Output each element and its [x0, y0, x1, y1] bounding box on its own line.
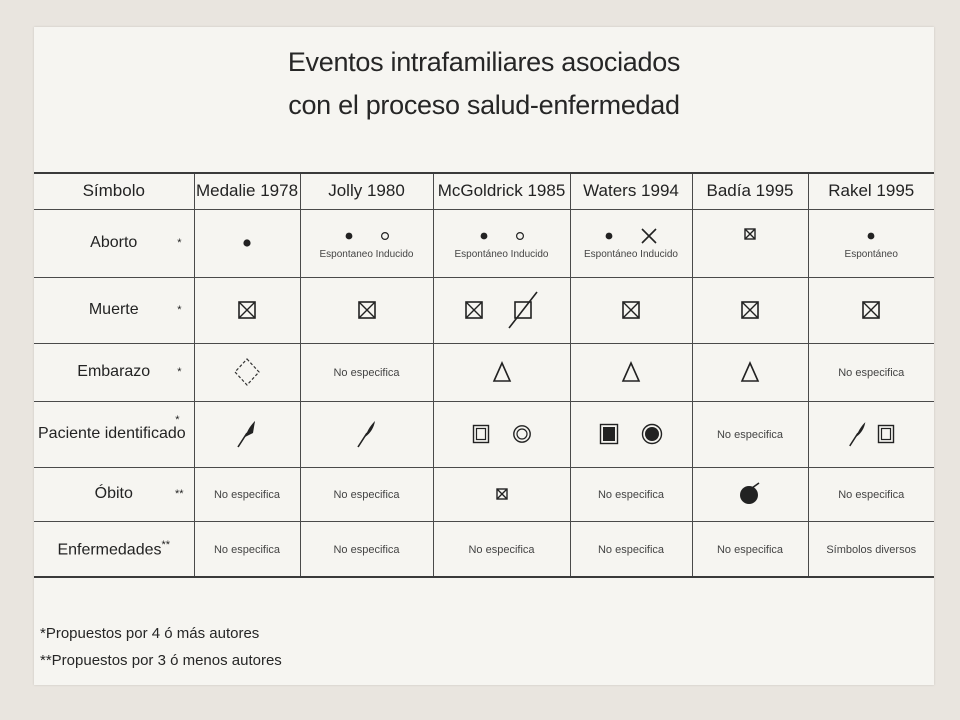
- cell-enfermedades-mcgoldrick: [433, 521, 570, 577]
- simbolos-diversos-text: Símbolos diversos: [826, 543, 917, 556]
- arrow-pointer-icon: [235, 419, 259, 449]
- no-especifica-text: No especifica: [468, 543, 535, 556]
- cell-paciente-medalie: [194, 401, 300, 467]
- no-especifica-text: No especifica: [716, 543, 784, 556]
- table-row-embarazo: [34, 343, 934, 401]
- double-square-icon: [472, 424, 490, 444]
- cell-aborto-rakel: [808, 209, 934, 277]
- no-especifica-text: No especifica: [333, 367, 400, 379]
- crossed-square-icon: [237, 300, 257, 320]
- cell-obito-waters: [570, 467, 692, 521]
- cell-embarazo-mcgoldrick: [433, 343, 570, 401]
- footnote-1: *Propuestos por 4 ó más autores: [40, 625, 260, 642]
- row-label-obito: [34, 467, 194, 521]
- header-waters: Waters 1994: [570, 173, 692, 209]
- row-mark: **: [174, 488, 184, 500]
- table-row-enfermedades: [34, 521, 934, 577]
- cell-embarazo-waters: [570, 343, 692, 401]
- no-especifica-text: No especifica: [597, 489, 665, 501]
- no-especifica-text: No especifica: [213, 543, 281, 556]
- arrow-pointer-icon: [847, 420, 869, 448]
- no-especifica-text: No especifica: [333, 489, 400, 501]
- no-especifica-text: No especifica: [597, 543, 665, 556]
- filled-dot-icon: [242, 238, 252, 248]
- cell-aborto-jolly: [300, 209, 433, 277]
- x-cross-icon: [640, 227, 658, 245]
- cell-paciente-badia: [692, 401, 808, 467]
- small-crossed-square-icon: [744, 228, 756, 240]
- row-label-muerte: [34, 277, 194, 343]
- cell-obito-mcgoldrick: [433, 467, 570, 521]
- filled-blob-icon: [738, 482, 762, 506]
- filled-dot-icon: [344, 231, 354, 241]
- table-row-muerte: [34, 277, 934, 343]
- cell-enfermedades-medalie: [194, 521, 300, 577]
- no-especifica-text: No especifica: [716, 429, 784, 441]
- open-circle-icon: [380, 231, 390, 241]
- header-badia: Badía 1995: [692, 173, 808, 209]
- row-mark: *: [177, 366, 182, 378]
- row-label-text: Óbito: [94, 485, 133, 502]
- cell-aborto-medalie: [194, 209, 300, 277]
- title-line-1: Eventos intrafamiliares asociados: [287, 47, 681, 77]
- filled-dot-icon: [866, 231, 876, 241]
- caption-espontaneo-inducido: Espontáneo Inducido: [454, 249, 549, 260]
- arrow-pointer-icon: [355, 419, 379, 449]
- cell-embarazo-rakel: [808, 343, 934, 401]
- document-page: [34, 27, 934, 685]
- header-jolly: Jolly 1980: [300, 173, 433, 209]
- cell-enfermedades-waters: [570, 521, 692, 577]
- cell-enfermedades-jolly: [300, 521, 433, 577]
- double-circle-icon: [512, 424, 532, 444]
- caption-espontaneo-inducido: Espontáneo Inducido: [584, 249, 678, 260]
- caption-espontaneo: Espontáneo: [844, 249, 898, 260]
- table-header-row: [34, 173, 934, 209]
- row-mark: *: [177, 237, 182, 249]
- header-medalie: Medalie 1978: [194, 173, 300, 209]
- crossed-square-icon: [621, 300, 641, 320]
- row-label-text: Enfermedades: [57, 540, 162, 558]
- table-row-paciente: [34, 401, 934, 467]
- cell-embarazo-medalie: [194, 343, 300, 401]
- genogram-symbols-table: [34, 172, 934, 578]
- crossed-square-icon: [464, 300, 484, 320]
- row-label-enfermedades: [34, 521, 194, 577]
- cell-embarazo-jolly: [300, 343, 433, 401]
- cell-aborto-mcgoldrick: [433, 209, 570, 277]
- row-label-text: Paciente identificado: [38, 425, 186, 442]
- caption-espontaneo-inducido: Espontaneo Inducido: [319, 249, 414, 260]
- cell-paciente-waters: [570, 401, 692, 467]
- dashed-diamond-icon: [233, 357, 261, 387]
- page-title: [34, 41, 934, 127]
- cell-obito-jolly: [300, 467, 433, 521]
- row-label-paciente: [34, 401, 194, 467]
- row-mark: *: [175, 413, 180, 426]
- footnote-2: **Propuestos por 3 ó menos autores: [40, 652, 282, 669]
- no-especifica-text: No especifica: [213, 489, 281, 501]
- header-simbolo: Símbolo: [34, 173, 194, 209]
- crossed-square-icon: [740, 300, 760, 320]
- row-mark: **: [161, 538, 171, 551]
- no-especifica-text: No especifica: [838, 367, 905, 379]
- cell-muerte-mcgoldrick: [433, 277, 570, 343]
- cell-aborto-badia: [692, 209, 808, 277]
- filled-circle-icon: [641, 423, 663, 445]
- triangle-icon: [492, 361, 512, 383]
- cell-muerte-jolly: [300, 277, 433, 343]
- row-label-text: Embarazo: [77, 363, 151, 380]
- cell-paciente-jolly: [300, 401, 433, 467]
- filled-dot-icon: [479, 231, 489, 241]
- cell-obito-rakel: [808, 467, 934, 521]
- triangle-icon: [740, 361, 760, 383]
- row-label-embarazo: [34, 343, 194, 401]
- filled-dot-icon: [604, 231, 614, 241]
- header-rakel: Rakel 1995: [808, 173, 934, 209]
- filled-square-icon: [599, 423, 619, 445]
- double-square-icon: [877, 424, 895, 444]
- slashed-square-icon: [506, 290, 540, 330]
- row-mark: *: [177, 304, 182, 316]
- cell-muerte-waters: [570, 277, 692, 343]
- row-label-aborto: [34, 209, 194, 277]
- no-especifica-text: No especifica: [838, 489, 905, 501]
- table-row-obito: [34, 467, 934, 521]
- cell-enfermedades-badia: [692, 521, 808, 577]
- footnotes: [40, 620, 282, 674]
- cell-paciente-mcgoldrick: [433, 401, 570, 467]
- cell-paciente-rakel: [808, 401, 934, 467]
- cell-obito-medalie: [194, 467, 300, 521]
- title-line-2: con el proceso salud-enfermedad: [288, 90, 680, 120]
- cell-muerte-rakel: [808, 277, 934, 343]
- table-row-aborto: [34, 209, 934, 277]
- crossed-square-icon: [861, 300, 881, 320]
- cell-obito-badia: [692, 467, 808, 521]
- cell-embarazo-badia: [692, 343, 808, 401]
- cell-muerte-badia: [692, 277, 808, 343]
- no-especifica-text: No especifica: [333, 543, 400, 556]
- row-label-text: Muerte: [88, 301, 139, 318]
- triangle-icon: [621, 361, 641, 383]
- crossed-square-icon: [357, 300, 377, 320]
- cell-muerte-medalie: [194, 277, 300, 343]
- open-circle-icon: [515, 231, 525, 241]
- cell-aborto-waters: [570, 209, 692, 277]
- row-label-text: Aborto: [90, 234, 138, 251]
- small-crossed-square-icon: [496, 488, 508, 500]
- header-mcgoldrick: McGoldrick 1985: [433, 173, 570, 209]
- cell-enfermedades-rakel: [808, 521, 934, 577]
